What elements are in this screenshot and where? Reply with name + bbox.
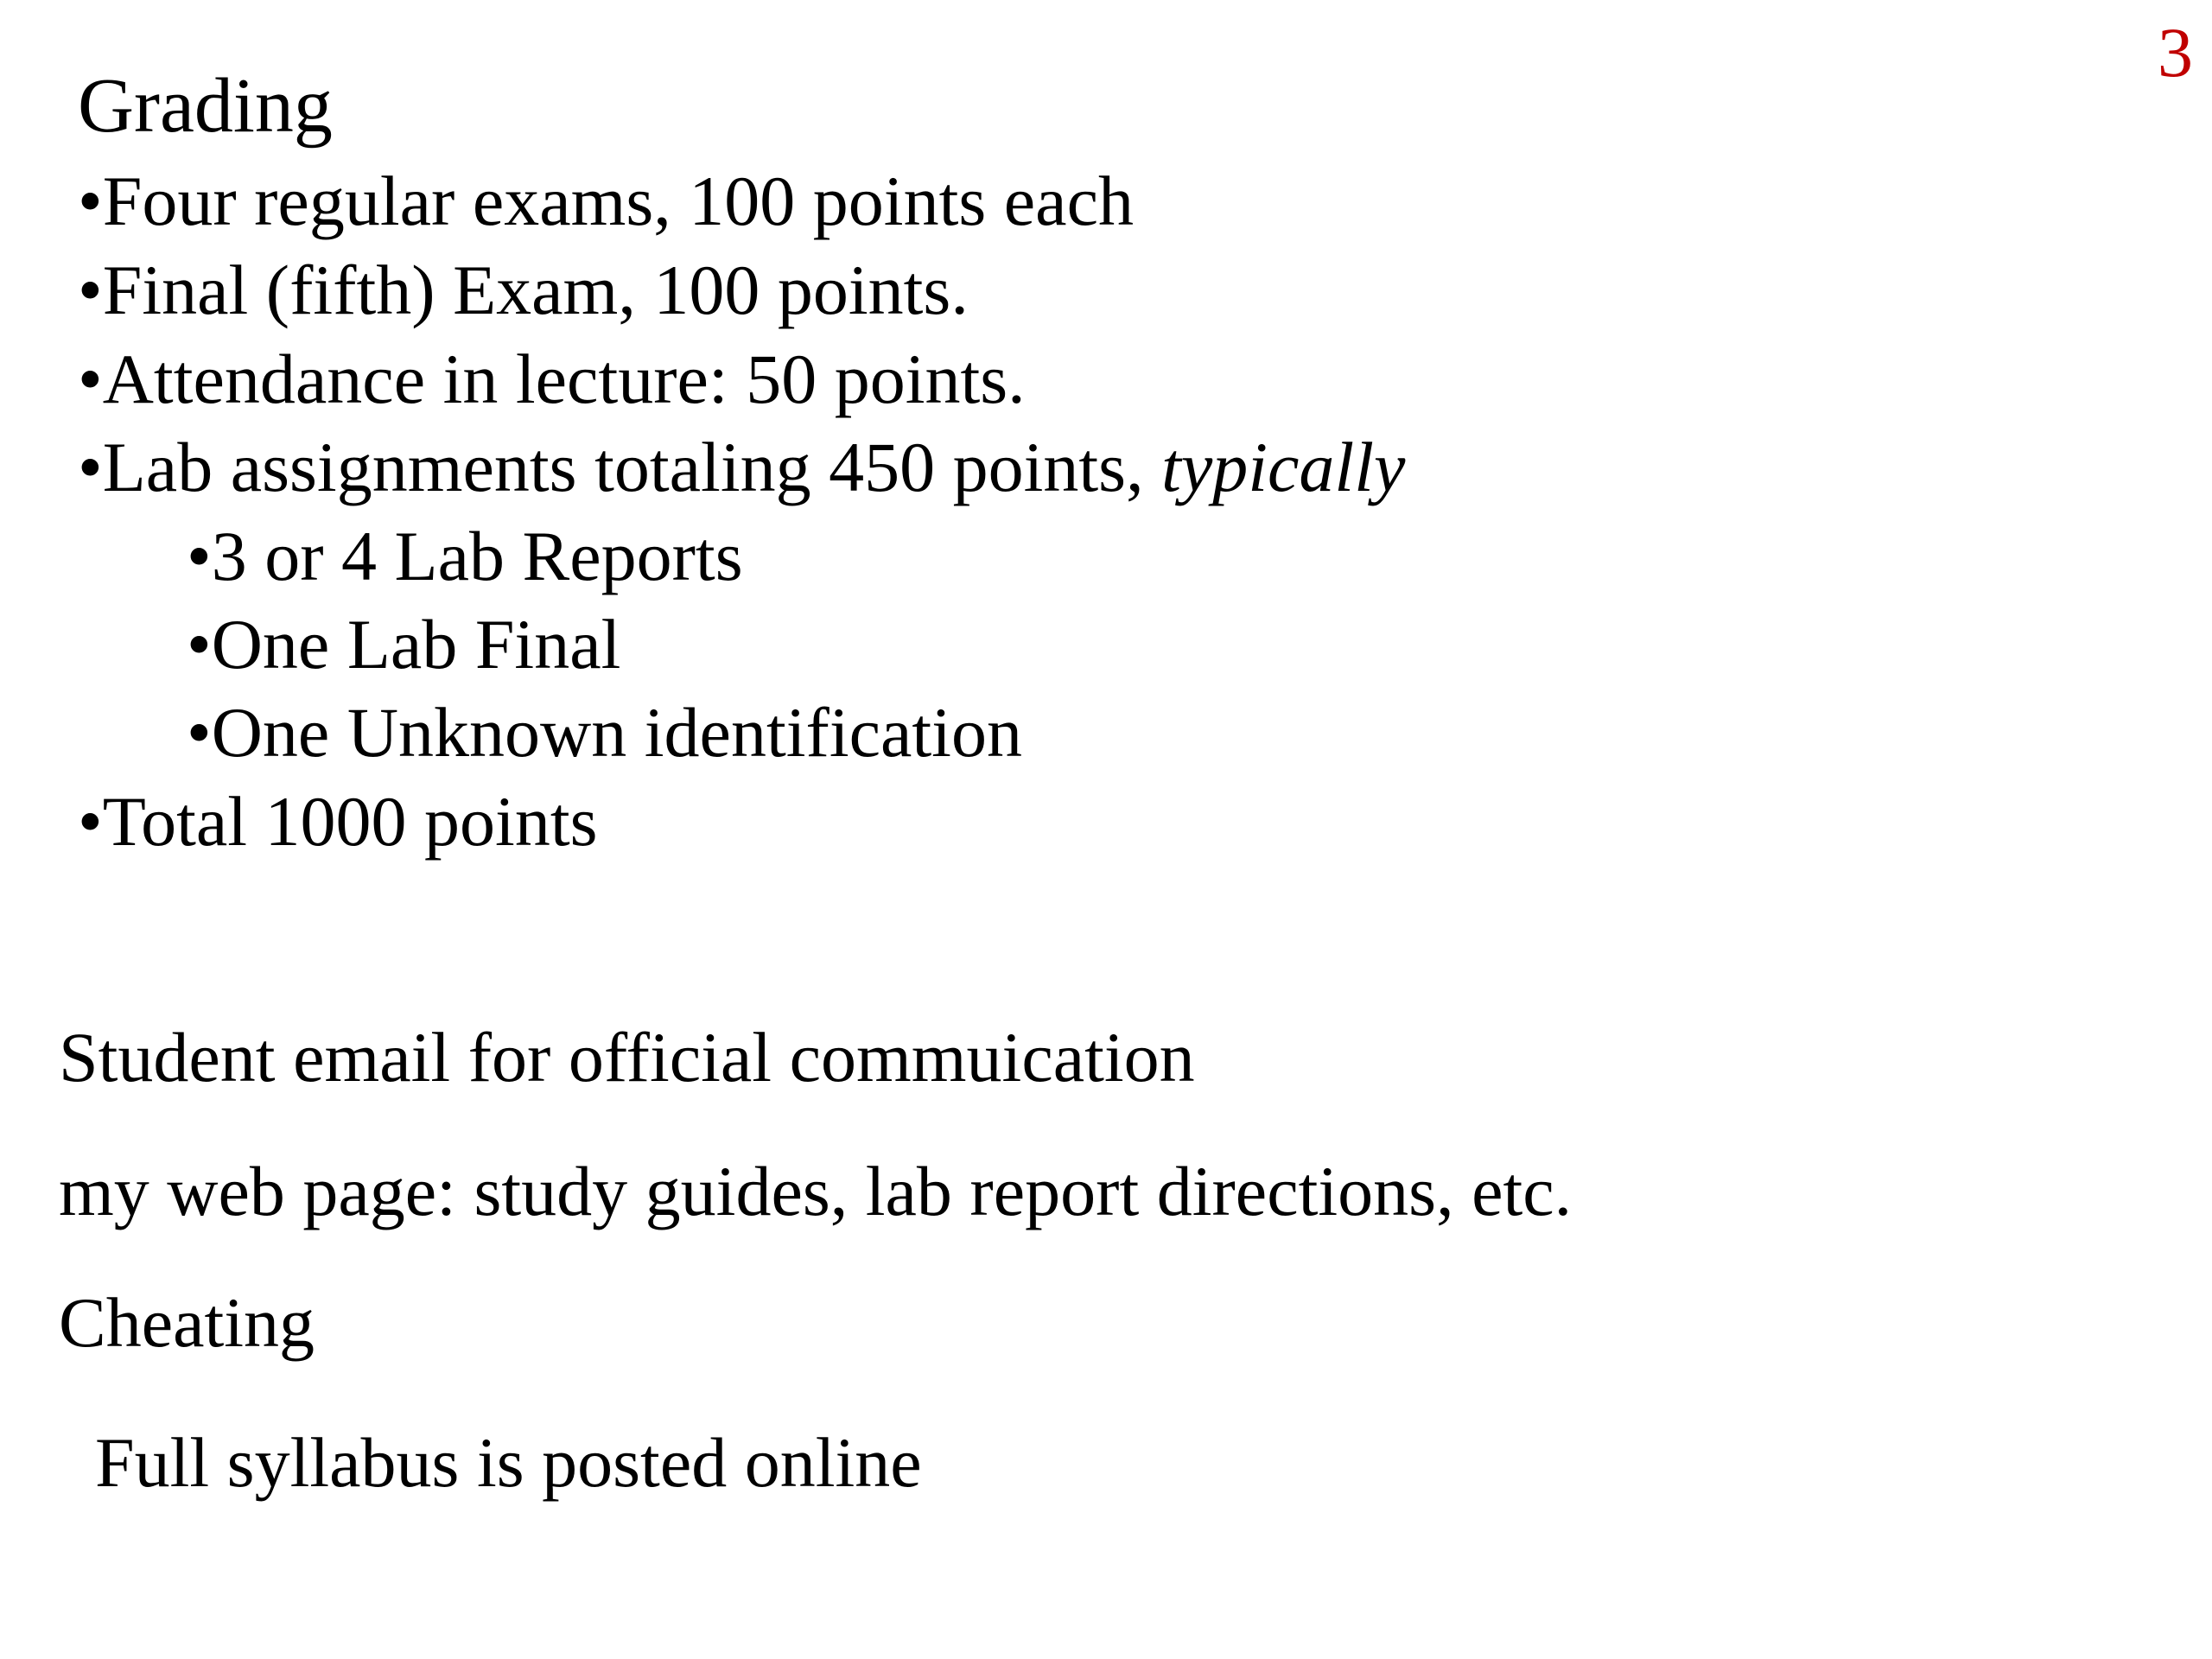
bullet-text: One Lab Final: [211, 605, 621, 683]
sub-bullet-unknown-identification: [187, 693, 1022, 772]
bullet-text: Final (fifth) Exam, 100 points.: [102, 251, 969, 329]
bullet-icon: •: [78, 428, 103, 506]
bullet-text: Lab assignments totaling 450 points,: [102, 428, 1162, 506]
slide-number: 3: [2158, 13, 2193, 92]
sub-bullet-lab-reports: [187, 517, 743, 595]
bullet-icon: •: [78, 251, 103, 329]
bullet-icon: •: [187, 517, 212, 595]
bullet-text: 3 or 4 Lab Reports: [211, 517, 743, 595]
bullet-icon: •: [78, 162, 103, 240]
bullet-item-regular-exams: [78, 162, 1134, 240]
note-student-email: Student email for official commuication: [59, 1018, 1195, 1096]
bullet-item-total: [78, 782, 598, 861]
bullet-icon: •: [78, 340, 103, 418]
bullet-text-emphasis: typically: [1161, 428, 1406, 506]
section-heading-grading: Grading: [78, 63, 333, 149]
bullet-text: One Unknown identification: [211, 693, 1022, 772]
note-full-syllabus: Full syllabus is posted online: [95, 1423, 922, 1502]
bullet-item-lab-assignments: [78, 428, 1406, 506]
note-cheating: Cheating: [59, 1283, 315, 1362]
bullet-item-final-exam: [78, 251, 969, 329]
note-web-page: my web page: study guides, lab report directions, etc.: [59, 1152, 1573, 1230]
bullet-text: Attendance in lecture: 50 points.: [102, 340, 1026, 418]
bullet-text: Four regular exams, 100 points each: [102, 162, 1134, 240]
bullet-icon: •: [187, 605, 212, 683]
sub-bullet-lab-final: [187, 605, 621, 683]
bullet-icon: •: [187, 693, 212, 772]
bullet-text: Total 1000 points: [102, 782, 598, 861]
bullet-item-attendance: [78, 340, 1026, 418]
bullet-icon: •: [78, 782, 103, 861]
